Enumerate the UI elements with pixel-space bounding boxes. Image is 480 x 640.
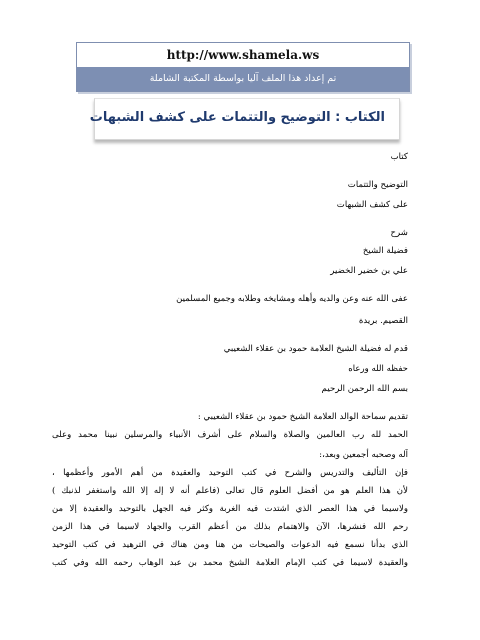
text-line: رحم الله فنشرها، الآن والاهتمام بذلك من أعظم القرب والجهاد لاسيما في هذا الزمن <box>52 522 408 532</box>
text-line: الذي بدأنا نسمع فيه الدعوات والصيحات من هنا ومن هناك في الترهيد في كتب التوحيد <box>52 540 408 550</box>
text-line: حفظه الله ورعاه <box>348 364 408 374</box>
text-line: تقديم سماحة الوالد العلامة الشيخ حمود بن عقلاء الشعيبي : <box>197 412 408 422</box>
text-line: كتاب <box>390 152 408 162</box>
document-body <box>52 150 408 570</box>
text-line: الحمد لله رب العالمين والصلاة والسلام على أشرف الأنبياء والمرسلين نبينا محمد وعلى <box>52 430 408 440</box>
header-box <box>76 42 410 92</box>
book-title: الكتاب : التوضيح والتتمات على كشف الشبهات <box>89 110 385 125</box>
text-line: عفى الله عنه وعن والديه وأهله ومشايخه وطلابه وجميع المسلمين <box>176 294 408 304</box>
text-line: ولاسيما في هذا العصر الذي اشتدت فيه الغربة وكثر فيه الجهل بالتوحيد والعقيدة إلا من <box>52 504 408 514</box>
text-line: بسم الله الرحمن الرحيم <box>321 384 408 394</box>
text-line: التوضيح والتتمات <box>347 180 408 190</box>
text-line: لأن هذا العلم هو من أفضل العلوم قال تعالى (فاعلم أنه لا إله إلا الله واستغفر لذنبك ) <box>52 486 408 496</box>
text-line: فإن التأليف والتدريس والشرح في كتب التوحيد والعقيدة من أهم الأمور وأعظمها ، <box>52 468 408 478</box>
text-line: والعقيدة لاسيما في كتب الإمام العلامة الشيخ محمد بن عبد الوهاب رحمه الله وفي كتب <box>52 558 408 568</box>
site-url[interactable]: http://www.shamela.ws <box>77 43 409 67</box>
text-line: على كشف الشبهات <box>336 200 408 210</box>
text-line: القصيم. بريدة <box>358 316 408 326</box>
generated-note: تم إعداد هذا الملف آليا بواسطة المكتبة الشاملة <box>77 67 409 91</box>
text-line: شرح <box>390 228 408 238</box>
text-line: علي بن خضير الخضير <box>330 266 408 276</box>
text-line: آله وصحبه أجمعين وبعد،: <box>319 450 408 460</box>
text-line: قدم له فضيلة الشيخ العلامة حمود بن عقلاء الشعيبي <box>223 344 408 354</box>
title-box <box>89 98 400 140</box>
text-line: فضيلة الشيخ <box>362 246 408 256</box>
